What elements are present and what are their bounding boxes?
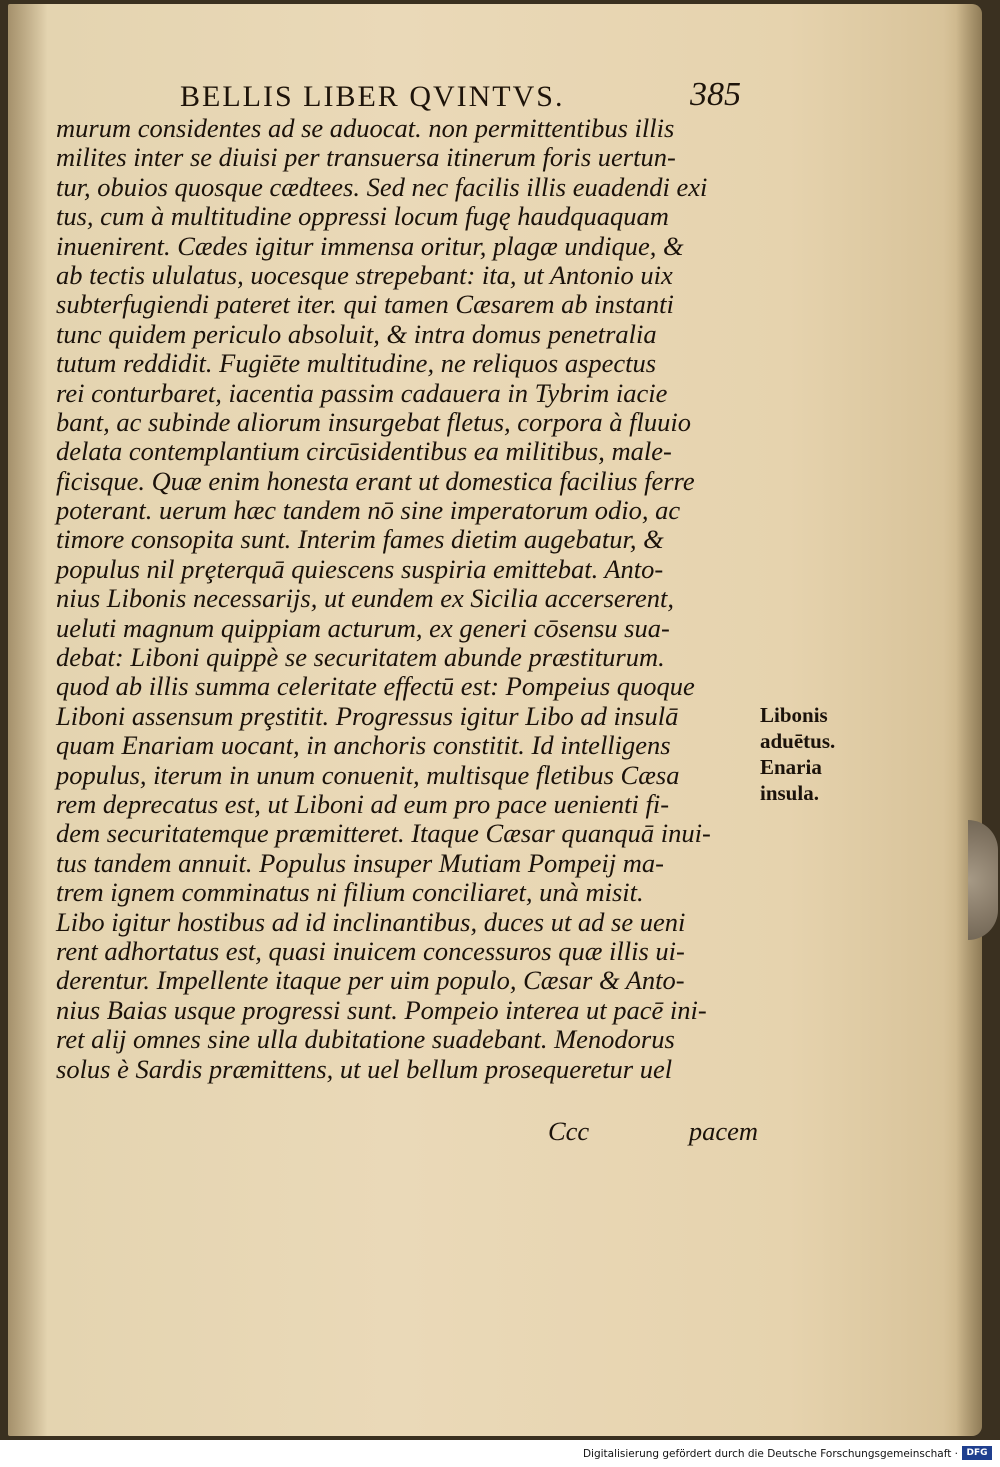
text-line: ficisque. Quæ enim honesta erant ut domestica facilius ferre <box>56 465 695 496</box>
text-line: milites inter se diuisi per transuersa itinerum foris uertun- <box>56 142 676 173</box>
text-line: nius Baias usque progressi sunt. Pompeio interea ut pacē ini- <box>56 994 707 1025</box>
text-line: nius Libonis necessarijs, ut eundem ex Sicilia accerserent, <box>56 583 674 614</box>
text-line: ueluti magnum quippiam acturum, ex generi cōsensu sua- <box>56 612 670 643</box>
margin-note-line: Libonis <box>760 703 828 727</box>
text-line: subterfugiendi pateret iter. qui tamen Cæsarem ab instanti <box>56 289 674 320</box>
text-line: derentur. Impellente itaque per uim populo, Cæsar & Anto- <box>56 965 685 996</box>
text-line: ab tectis ululatus, uocesque strepebant: ita, ut Antonio uix <box>56 259 673 290</box>
text-line: poterant. uerum hæc tandem nō sine imperatorum odio, ac <box>56 495 681 526</box>
text-line: trem ignem comminatus ni filium conciliaret, unà misit. <box>56 877 644 908</box>
margin-note-line: insula. <box>760 781 819 805</box>
text-line: debat: Liboni quippè se securitatem abunde præstiturum. <box>56 642 665 673</box>
text-line: tus, cum à multitudine oppressi locum fugę haudquaquam <box>56 201 669 232</box>
text-line: timore consopita sunt. Interim fames dietim augebatur, & <box>56 524 664 555</box>
page-clip <box>968 820 998 940</box>
text-line: tur, obuios quosque cædtees. Sed nec facilis illis euadendi exi <box>56 171 708 202</box>
dfg-logo-icon: DFG <box>962 1446 992 1460</box>
margin-note-line: Enaria <box>760 755 822 779</box>
text-line: Liboni assensum prȩstitit. Progressus igitur Libo ad insulā <box>56 700 679 731</box>
text-line: bant, ac subinde aliorum insurgebat fletus, corpora à fluuio <box>56 406 692 437</box>
text-line: rem deprecatus est, ut Liboni ad eum pro pace uenienti fi- <box>56 788 670 819</box>
running-title: BELLIS LIBER QVINTVS. <box>180 80 565 113</box>
text-line: tunc quidem periculo absoluit, & intra domus penetralia <box>56 318 657 349</box>
text-line: ret alij omnes sine ulla dubitatione suadebant. Menodorus <box>56 1024 675 1055</box>
text-line: Libo igitur hostibus ad id inclinantibus, duces ut ad se ueni <box>56 906 686 937</box>
text-line: dem securitatemque præmitteret. Itaque Cæsar quanquā inui- <box>56 818 711 849</box>
text-line: populus nil prȩterquā quiescens suspiria emittebat. Anto- <box>56 553 664 584</box>
gutter-shadow <box>8 4 48 1436</box>
text-line: inuenirent. Cædes igitur immensa oritur, plagæ undique, & <box>56 230 684 261</box>
footer-credit: Digitalisierung gefördert durch die Deutsche Forschungsgemeinschaft · <box>582 1448 958 1460</box>
text-line: quod ab illis summa celeritate effectū est: Pompeius quoque <box>56 671 695 702</box>
margin-note-line: aduētus. <box>760 729 836 753</box>
page-edge <box>956 4 982 1436</box>
text-line: rei conturbaret, iacentia passim cadauera in Tybrim iacie <box>56 377 668 408</box>
text-line: delata contemplantium circūsidentibus ea militibus, male- <box>56 436 672 467</box>
text-line: murum considentes ad se aduocat. non permittentibus illis <box>56 113 675 143</box>
text-line: tutum reddidit. Fugiēte multitudine, ne reliquos aspectus <box>56 348 657 379</box>
text-line: populus, iterum in unum conuenit, multisque fletibus Cæsa <box>56 759 680 790</box>
body-text <box>56 114 761 1084</box>
page-foot <box>548 1116 758 1152</box>
folio-number: 385 <box>690 76 741 113</box>
text-line: quam Enariam uocant, in anchoris constitit. Id intelligens <box>56 730 671 761</box>
catchword: pacem <box>688 1116 758 1146</box>
text-line: solus è Sardis præmittens, ut uel bellum prosequeretur uel <box>56 1053 673 1084</box>
text-line: rent adhortatus est, quasi inuicem concessuros quæ illis ui- <box>56 935 685 966</box>
marginal-note <box>760 702 880 806</box>
text-line: tus tandem annuit. Populus insuper Mutiam Pompeij ma- <box>56 847 664 878</box>
digitization-footer <box>0 1440 1000 1467</box>
signature-mark: Ccc <box>548 1116 590 1146</box>
